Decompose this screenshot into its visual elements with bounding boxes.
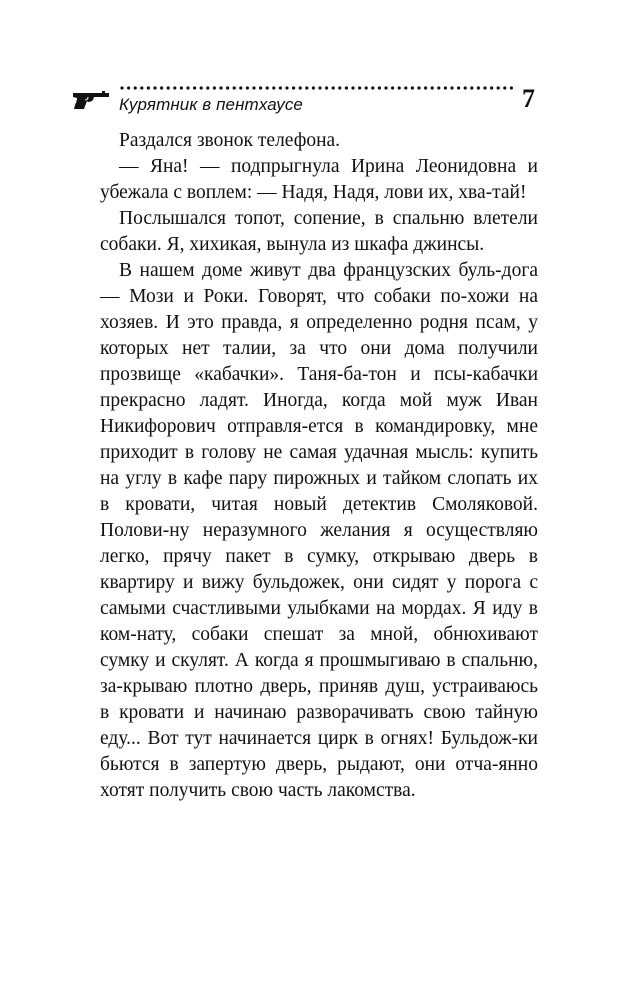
paragraph: Раздался звонок телефона. xyxy=(119,130,341,151)
page-number: 7 xyxy=(522,84,535,113)
paragraph: Послышался топот, сопение, в спальню влетели собаки. Я, хихикая, вынула из шкафа джинсы. xyxy=(100,208,538,255)
dotted-rule xyxy=(120,84,518,92)
book-title: Курятник в пентхаусе xyxy=(119,95,303,114)
paragraph: — Яна! — подпрыгнула Ирина Леонидовна и убежала с воплем: — Надя, Надя, лови их, хва-тай! xyxy=(100,156,538,203)
body-text xyxy=(100,128,538,804)
page-header xyxy=(0,0,640,120)
paragraph: В нашем доме живут два французских буль-дога — Мози и Роки. Говорят, что собаки по-хожи на хозяев. И это правда, я определенно родня псам, у которых нет талии, за что они дома получили прозвище «кабачки». Таня-ба-тон и псы-кабачки прекрасно ладят. Иногда, когда мой муж Иван Никифорович отправля-ется в командировку, мне приходит в голову не самая удачная мысль: купить на углу в кафе пару пирожных и тайком слопать их в кровати, читая новый детектив Смоляковой. Полови-ну неразумного желания я осуществляю легко, прячу пакет в сумку, открываю дверь в квартиру и вижу бульдожек, они сидят у порога с самыми счастливыми улыбками на мордах. Я иду в ком-нату, собаки спешат за мной, обнюхивают сумку и скулят. А когда я прошмыгиваю в спальню, за-крываю плотно дверь, приняв душ, устраиваюсь в кровати и начинаю разворачивать свою тайную еду... Вот тут начинается цирк в огнях! Бульдож-ки бьются в запертую дверь, рыдают, они отча-янно хотят получить свою часть лакомства. xyxy=(100,260,538,801)
revolver-icon xyxy=(72,90,110,110)
